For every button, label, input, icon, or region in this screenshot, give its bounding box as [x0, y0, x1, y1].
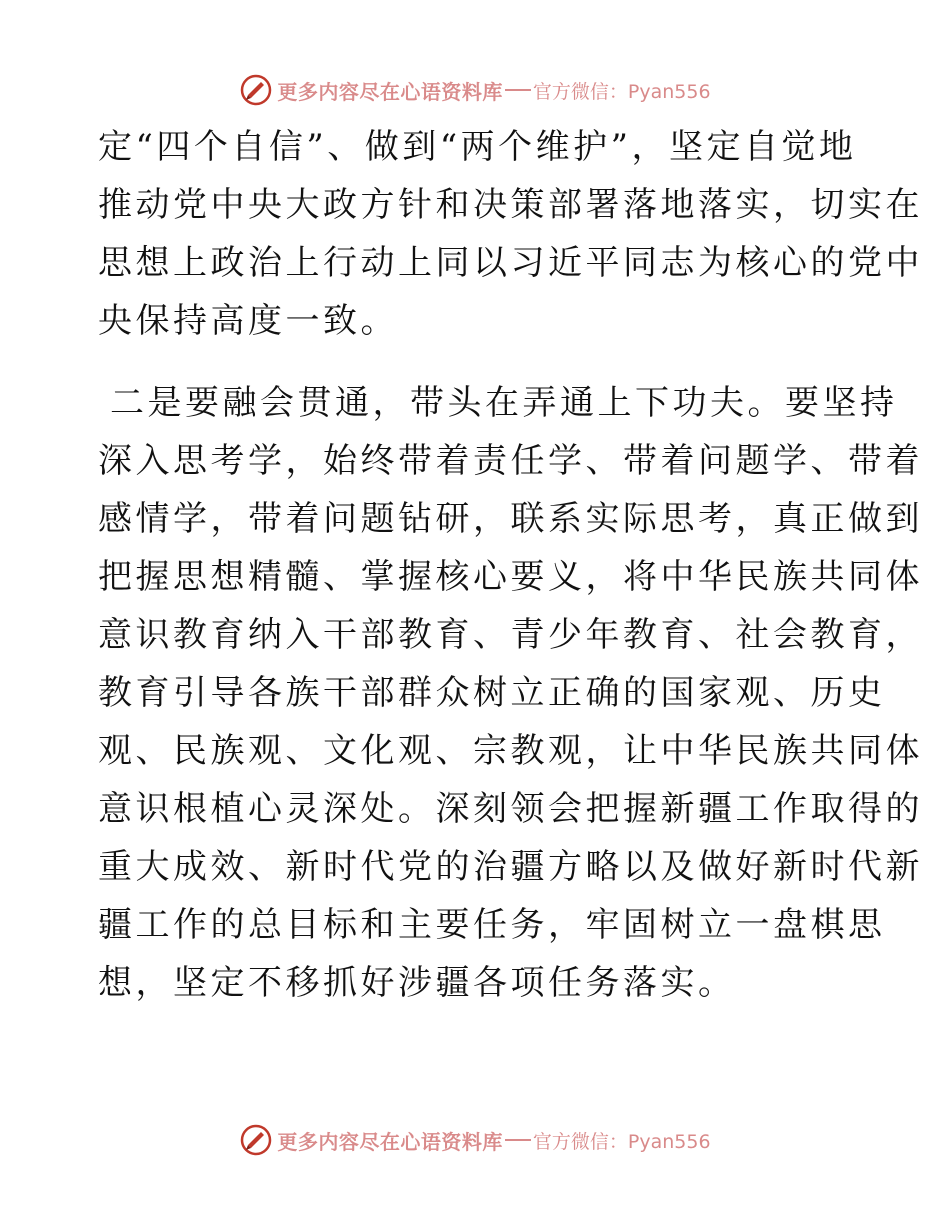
- footer-banner-wechat: 官方微信：Pyan556: [532, 1130, 711, 1153]
- paragraph-line: 感情学，带着问题钻研，联系实际思考，真正做到: [98, 499, 923, 539]
- paragraph-line: 二是要融会贯通，带头在弄通上下功夫。要坚持: [110, 383, 898, 423]
- paragraph-spacer: [98, 350, 858, 374]
- paragraph-line: 央保持高度一致。: [98, 301, 398, 341]
- header-banner-text: 更多内容尽在心语资料库: [277, 79, 503, 104]
- paragraph-2: [98, 374, 923, 1012]
- paragraph-line: 把握思想精髓、掌握核心要义，将中华民族共同体: [98, 557, 923, 597]
- quill-logo-icon: [239, 1123, 273, 1157]
- footer-banner: [0, 1120, 950, 1160]
- footer-banner-dash: [505, 1139, 531, 1141]
- paragraph-line: 疆工作的总目标和主要任务，牢固树立一盘棋思: [98, 905, 886, 945]
- paragraph-1: [98, 118, 923, 350]
- paragraph-line: 定“四个自信”、做到“两个维护”，坚定自觉地: [98, 127, 857, 167]
- paragraph-line: 推动党中央大政方针和决策部署落地落实，切实在: [98, 185, 923, 225]
- paragraph-line: 重大成效、新时代党的治疆方略以及做好新时代新: [98, 847, 923, 887]
- paragraph-line: 意识根植心灵深处。深刻领会把握新疆工作取得的: [98, 789, 923, 829]
- paragraph-line: 意识教育纳入干部教育、青少年教育、社会教育，: [98, 615, 923, 655]
- paragraph-line: 教育引导各族干部群众树立正确的国家观、历史: [98, 673, 886, 713]
- document-body: [98, 118, 923, 1012]
- footer-banner-text: 更多内容尽在心语资料库: [277, 1129, 503, 1154]
- paragraph-line: 观、民族观、文化观、宗教观，让中华民族共同体: [98, 731, 923, 771]
- header-banner-dash: [505, 89, 531, 91]
- header-banner-wechat: 官方微信：Pyan556: [532, 80, 711, 103]
- paragraph-line: 深入思考学，始终带着责任学、带着问题学、带着: [98, 441, 923, 481]
- header-banner: [0, 70, 950, 110]
- quill-logo-icon: [239, 73, 273, 107]
- paragraph-line: 思想上政治上行动上同以习近平同志为核心的党中: [98, 243, 923, 283]
- paragraph-line: 想，坚定不移抓好涉疆各项任务落实。: [98, 963, 736, 1003]
